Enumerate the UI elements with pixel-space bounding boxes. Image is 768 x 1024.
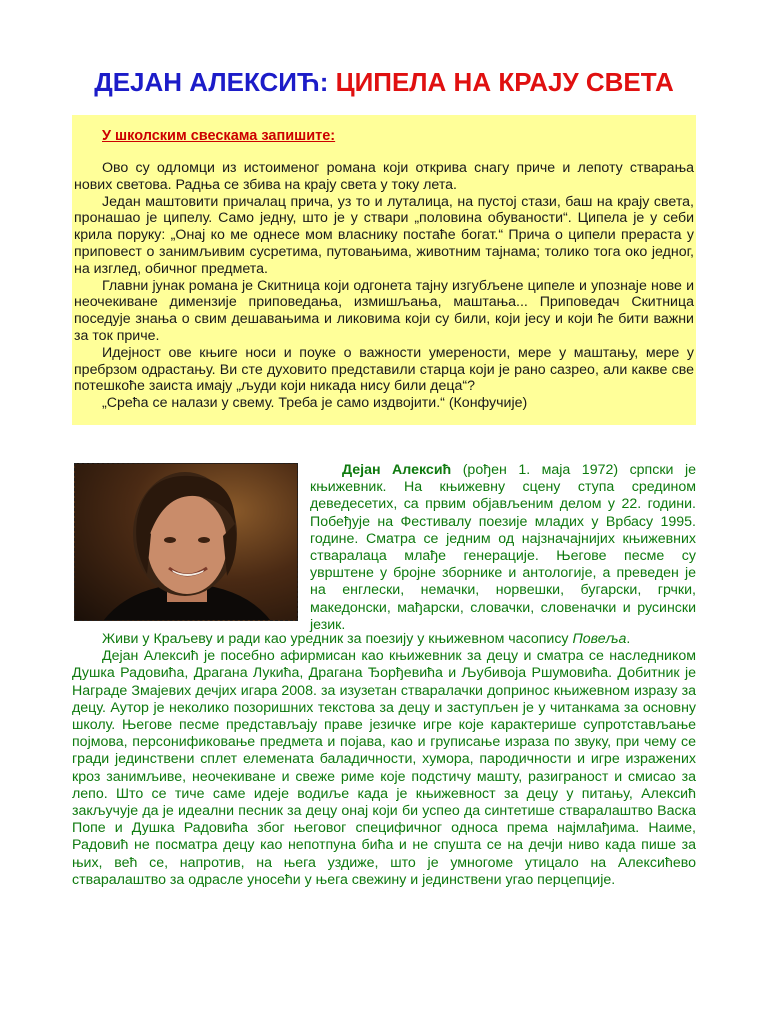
assignment-text (74, 160, 694, 412)
assignment-paragraph: Главни јунак романа је Скитница који одгонета тајну изгубљене ципеле и упознаје нове и неочекиване димензије приповедања, измишљања, маштања... Приповедач Скитница поседује знања о свим дешавањима и ликовима који су били, који јесу и који ће бити важни за ток приче. (74, 277, 694, 344)
title-author: ДЕЈАН АЛЕКСИЋ: (94, 67, 336, 97)
page-title (0, 66, 768, 98)
bio-paragraph: Дејан Алексић је посебно афирмисан као књижевник за децу и сматра се наследником Душка Радовића, Драгана Лукића, Драгана Ђорђевића и Љубивоја Ршумовића. Добитник је Награде Змајевих дечјих игара 2008. за изузетан стваралачки допринос књижевном изразу за децу. Аутор је неколико позоришних текстова за децу и заступљен је у читанкама за основну школу. Његове песме представљају праве језичке игре које карактерише супротстављање појмова, персонификовање предмета и појава, као и груписање израза по звуку, при чему се гради јединствени сплет елемената баладичности, хумора, пародичности и игре изражених кроз занимљиве, неочекиване и свеже риме које подстичу машту, разиграност и смисао за лепо. Што се тиче саме идеје водиље када је књижевност за децу у питању, Алексић закључује да је идеални песник за децу онај који би успео да синтетише стваралаштво Васка Попе и Душка Радовића због његовог специфичног односа према најмлађима. Наиме, Радовић не посматра децу као непотпуна бића и не спушта се на дечји ниво када пише за њих, већ се, напротив, на њега уздиже, што је умногоме утицало на Алексићево стваралаштво за одрасле уносећи у њега свежину и јединствени угао перцепције. (72, 648, 696, 888)
author-portrait-icon (75, 464, 298, 621)
bio-lives-end: . (626, 631, 631, 647)
assignment-heading: У школским свескама запишите: (102, 128, 336, 144)
magazine-name: Повеља (572, 631, 627, 647)
author-bio-main (72, 631, 696, 889)
bio-intro-text: (рођен 1. маја 1972) српски је књижевник. На књижевну сцену ступа средином деведесетих, са првим објављеним делом у 22. години. Побеђује на Фестивалу поезије младих у Врбасу 1995. године. Сматра се једним од најзначајнијих књижевних стваралаца млађе генерације. Његове песме су уврштене у бројне зборнике и антологије, а преведен је на енглески, немачки, норвешки, бугарски, грчки, македонски, мађарски, словачки, словеначки и русински језик. (310, 462, 696, 633)
bio-lives-paragraph (72, 631, 696, 648)
assignment-quote: „Срећа се налази у свему. Треба је само издвојити.“ (Конфучије) (102, 395, 528, 412)
bio-lives-text: Живи у Краљеву и ради као уредник за поезију у књижевном часопису (102, 631, 573, 647)
assignment-box (72, 115, 696, 425)
assignment-paragraph: Један маштовити причалац прича, уз то и луталица, на пустој стази, баш на крају света, пронашао је ципелу. Само једну, што је у ствари „половина обуваности“. Ципела је у себи крила поруку: „Онај ко ме однесе мом власнику постаће богат.“ Прича о ципели прераста у приповест о занимљивим сусретима, путовањима, животним тајнама; толико тога око једног, на изглед, обичног предмета. (74, 193, 694, 277)
assignment-paragraph: Идејност ове књиге носи и поуке о важности умерености, мере у маштању, мере у пребрзом одрастању. Ви сте духовито представили старца који је рано сазрео, али какве све потешкоће заиста имају „људи који никада нису били деца“? (74, 344, 694, 395)
assignment-paragraph: Ово су одломци из истоименог романа који открива снагу приче и лепоту стварања нових светова. Радња се збива на крају света у току лета. (74, 160, 694, 193)
author-portrait (74, 463, 298, 621)
title-book: ЦИПЕЛА НА КРАЈУ СВЕТА (335, 67, 674, 97)
author-bio-intro (310, 462, 696, 634)
bio-intro-paragraph (310, 462, 696, 634)
author-name: Дејан Алексић (342, 462, 452, 478)
